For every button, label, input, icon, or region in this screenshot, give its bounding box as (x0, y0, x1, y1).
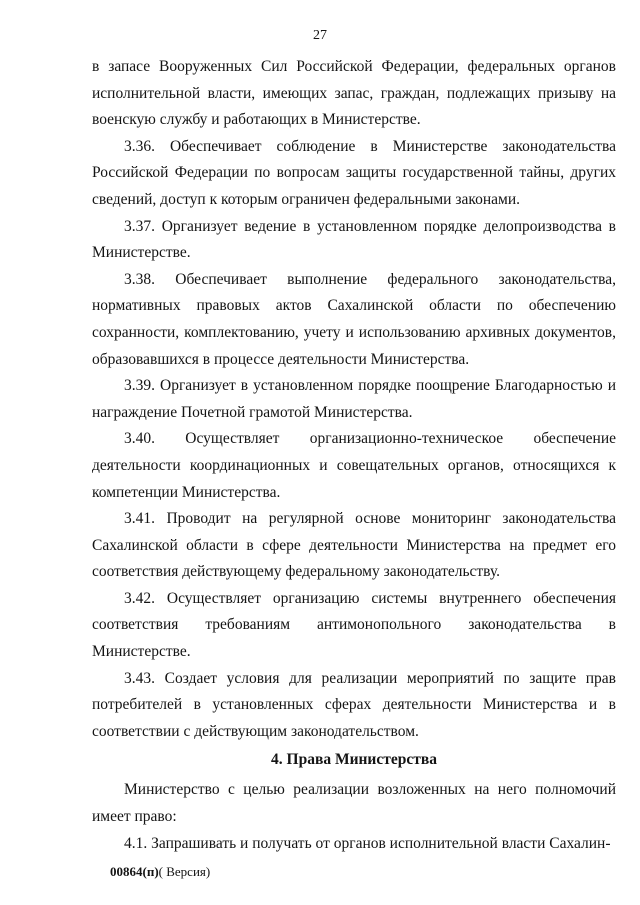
paragraph-3-36: 3.36. Обеспечивает соблюдение в Министерстве законодательства Российской Федерации по вопросам защиты государственной тайны, других сведений, доступ к которым ограничен федеральными законами. (92, 137, 616, 208)
paragraph-3-42: 3.42. Осуществляет организацию системы внутреннего обеспечения соответствия требованиям антимонопольного законодательства в Министерстве. (92, 589, 616, 661)
paragraph-3-41: 3.41. Проводит на регулярной основе мониторинг законодательства Сахалинской области в сфере деятельности Министерства на предмет его соответствия действующему федеральному законодательству. (92, 510, 616, 581)
document-body (92, 54, 616, 857)
paragraph-3-38: 3.38. Обеспечивает выполнение федерального законодательства, нормативных правовых актов Сахалинской области по обеспечению сохранности, комплектованию, учету и использованию архивных документов, образовавшихся в процессе деятельности Министерства. (92, 270, 616, 368)
document-footer (110, 864, 210, 880)
section-heading: 4. Права Министерства (271, 751, 437, 769)
paragraph-3-40: 3.40. Осуществляет организационно-техническое обеспечение деятельности координационных и совещательных органов, относящихся к компетенции Министерства. (92, 430, 616, 501)
paragraph-3-43: 3.43. Создает условия для реализации мероприятий по защите прав потребителей в установленных сферах деятельности Министерства и в соответствии с действующим законодательством. (92, 669, 616, 740)
paragraph-3-39: 3.39. Организует в установленном порядке поощрение Благодарностью и награждение Почетной грамотой Министерства. (92, 377, 616, 421)
paragraph-3-37: 3.37. Организует ведение в установленном порядке делопроизводства в Министерстве. (92, 217, 616, 262)
section-intro-paragraph: Министерство с целью реализации возложенных на него полномочий имеет право: (92, 781, 616, 826)
document-version: ( Версия) (158, 864, 211, 879)
paragraph-continuation: в запасе Вооруженных Сил Российской Федерации, федеральных органов исполнительной власти, имеющих запас, граждан, подлежащих призыву на военскую службу и работающих в Министерстве. (92, 58, 616, 129)
document-code: 00864(п) (110, 864, 159, 879)
paragraph-4-1: 4.1. Запрашивать и получать от органов исполнительной власти Сахалин- (124, 834, 611, 852)
page-number: 27 (313, 28, 327, 43)
